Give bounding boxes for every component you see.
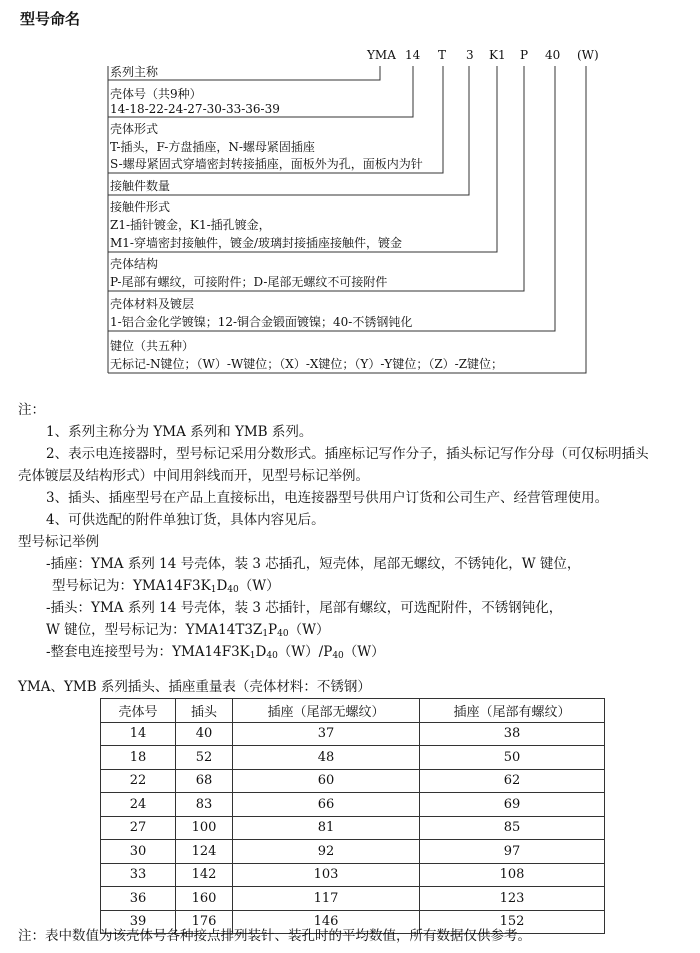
- line-contact-count: [108, 66, 469, 195]
- cell-socket-thread: 108: [420, 863, 605, 887]
- cell-socket-no-thread: 60: [233, 769, 420, 793]
- page-title: 型号命名: [20, 10, 81, 28]
- cell-socket-no-thread: 66: [233, 793, 420, 817]
- header-plug: 插头: [176, 699, 233, 723]
- table-row: [101, 793, 605, 817]
- cell-shell-size: 24: [101, 793, 176, 817]
- example-socket: -插座：YMA 系列 14 号壳体，装 3 芯插孔，短壳体，尾部无螺纹，不锈钝化，W 键位，: [46, 556, 581, 572]
- label-shell-form-2: S-螺母紧固式穿墙密封转接插座，面板外为孔，面板内为针: [110, 157, 423, 171]
- weight-table: [100, 698, 605, 934]
- cell-shell-size: 14: [101, 722, 176, 746]
- label-material-1: 1-铝合金化学镀镍；12-铜合金锻面镀镍；40-不锈钢钝化: [110, 315, 413, 329]
- code-shell-form: T: [438, 48, 447, 62]
- table-row: [101, 863, 605, 887]
- set-mark-prefix: -整套电连接型号为：: [46, 644, 173, 660]
- plug-mark-2: P: [268, 622, 278, 638]
- table-row: [101, 746, 605, 770]
- label-material: 壳体材料及镀层: [110, 297, 195, 311]
- cell-socket-no-thread: 117: [233, 887, 420, 911]
- plug-mark-sub2: 40: [277, 629, 289, 639]
- example-header: 型号标记举例: [18, 534, 99, 550]
- cell-plug: 176: [176, 910, 233, 934]
- set-mark-3: （W）/P: [277, 644, 333, 660]
- code-series: YMA: [367, 48, 396, 62]
- cell-shell-size: 18: [101, 746, 176, 770]
- cell-plug: 40: [176, 722, 233, 746]
- cell-socket-no-thread: 103: [233, 863, 420, 887]
- label-key: 键位（共五种）: [110, 339, 195, 353]
- code-material: 40: [545, 48, 561, 62]
- table-footnote: 注：表中数值为该壳体号各种接点排列装针、装孔时的平均数值，所有数据仅供参考。: [18, 928, 531, 944]
- example-socket-mark: [52, 575, 280, 597]
- socket-mark-prefix: 型号标记为：: [52, 578, 133, 594]
- label-key-1: 无标记-N键位；（W）-W键位；（X）-X键位；（Y）-Y键位；（Z）-Z键位；: [110, 357, 504, 371]
- cell-shell-size: 39: [101, 910, 176, 934]
- code-shell-structure: P: [520, 48, 529, 62]
- plug-mark-prefix: W 键位，型号标记为：: [46, 622, 186, 638]
- label-shell-structure-1: P-尾部有螺纹，可接附件；D-尾部无螺纹不可接附件: [110, 275, 388, 289]
- table-row: [101, 722, 605, 746]
- cell-socket-thread: 123: [420, 887, 605, 911]
- cell-plug: 124: [176, 840, 233, 864]
- cell-shell-size: 33: [101, 863, 176, 887]
- cell-socket-thread: 38: [420, 722, 605, 746]
- set-mark-sub3: 40: [332, 651, 344, 661]
- table-header-row: [101, 699, 605, 723]
- set-mark-sub1: 1: [249, 651, 256, 661]
- cell-socket-no-thread: 37: [233, 722, 420, 746]
- note-2a: 2、表示电连接器时，型号标记采用分数形式。插座标记写作分子，插头标记写作分母（可仅标明插头: [46, 446, 649, 462]
- table-row: [101, 769, 605, 793]
- cell-socket-thread: 62: [420, 769, 605, 793]
- cell-socket-no-thread: 92: [233, 840, 420, 864]
- set-mark-2: D: [255, 644, 267, 660]
- socket-mark-2: D: [216, 578, 228, 594]
- header-socket-no-thread: 插座（尾部无螺纹）: [233, 699, 420, 723]
- code-contact-form: K1: [489, 48, 506, 62]
- label-shell-size: 壳体号（共9种）: [110, 87, 202, 101]
- cell-socket-no-thread: 48: [233, 746, 420, 770]
- set-mark-sub2: 40: [266, 651, 278, 661]
- table-row: [101, 840, 605, 864]
- cell-plug: 100: [176, 816, 233, 840]
- header-shell-size: 壳体号: [101, 699, 176, 723]
- table-row: [101, 816, 605, 840]
- cell-socket-thread: 152: [420, 910, 605, 934]
- notes-header: 注：: [18, 402, 45, 418]
- code-key: (W): [577, 48, 599, 62]
- note-1: 1、系列主称分为 YMA 系列和 YMB 系列。: [46, 424, 313, 440]
- cell-plug: 52: [176, 746, 233, 770]
- example-plug: -插头：YMA 系列 14 号壳体，装 3 芯插针，尾部有螺纹，可选配附件，不锈钢钝化，: [46, 600, 563, 616]
- label-shell-form: 壳体形式: [110, 122, 159, 136]
- cell-socket-thread: 50: [420, 746, 605, 770]
- cell-plug: 83: [176, 793, 233, 817]
- header-socket-thread: 插座（尾部有螺纹）: [420, 699, 605, 723]
- label-shell-size-values: 14-18-22-24-27-30-33-36-39: [110, 102, 280, 116]
- socket-mark-sub2: 40: [227, 585, 239, 595]
- label-contact-form-1: Z1-插针镀金，K1-插孔镀金，: [110, 218, 271, 232]
- naming-diagram-lines: [0, 0, 700, 400]
- code-shell-size: 14: [405, 48, 421, 62]
- label-series: 系列主称: [110, 65, 159, 79]
- set-mark-1: YMA14F3K: [172, 644, 250, 660]
- cell-socket-no-thread: 146: [233, 910, 420, 934]
- cell-plug: 68: [176, 769, 233, 793]
- cell-socket-no-thread: 81: [233, 816, 420, 840]
- socket-mark-3: （W）: [238, 578, 280, 594]
- cell-shell-size: 27: [101, 816, 176, 840]
- plug-mark-3: （W）: [288, 622, 330, 638]
- label-shell-structure: 壳体结构: [110, 257, 159, 271]
- label-contact-count: 接触件数量: [110, 179, 171, 193]
- cell-socket-thread: 97: [420, 840, 605, 864]
- cell-plug: 142: [176, 863, 233, 887]
- cell-socket-thread: 85: [420, 816, 605, 840]
- table-body: [101, 722, 605, 934]
- note-2b: 壳体镀层及结构形式）中间用斜线而开，见型号标记举例。: [18, 468, 369, 484]
- table-row: [101, 887, 605, 911]
- code-contact-count: 3: [466, 48, 474, 62]
- example-plug-mark: [46, 619, 329, 641]
- note-4: 4、可供选配的附件单独订货，具体内容见后。: [46, 512, 325, 528]
- socket-mark-1: YMA14F3K: [133, 578, 211, 594]
- label-shell-form-1: T-插头，F-方盘插座，N-螺母紧固插座: [110, 140, 315, 154]
- cell-shell-size: 22: [101, 769, 176, 793]
- example-set-mark: [46, 641, 385, 663]
- label-contact-form: 接触件形式: [110, 200, 171, 214]
- set-mark-4: （W）: [343, 644, 385, 660]
- cell-shell-size: 36: [101, 887, 176, 911]
- plug-mark-1: YMA14T3Z: [185, 622, 263, 638]
- cell-shell-size: 30: [101, 840, 176, 864]
- note-3: 3、插头、插座型号在产品上直接标出，电连接器型号供用户订货和公司生产、经营管理使用。: [46, 490, 609, 506]
- socket-mark-sub1: 1: [210, 585, 217, 595]
- cell-plug: 160: [176, 887, 233, 911]
- label-contact-form-2: M1-穿墙密封接触件，镀金/玻璃封接插座接触件，镀金: [110, 236, 403, 250]
- table-caption: YMA、YMB 系列插头、插座重量表（壳体材料：不锈钢）: [18, 679, 371, 695]
- plug-mark-sub1: 1: [262, 629, 269, 639]
- cell-socket-thread: 69: [420, 793, 605, 817]
